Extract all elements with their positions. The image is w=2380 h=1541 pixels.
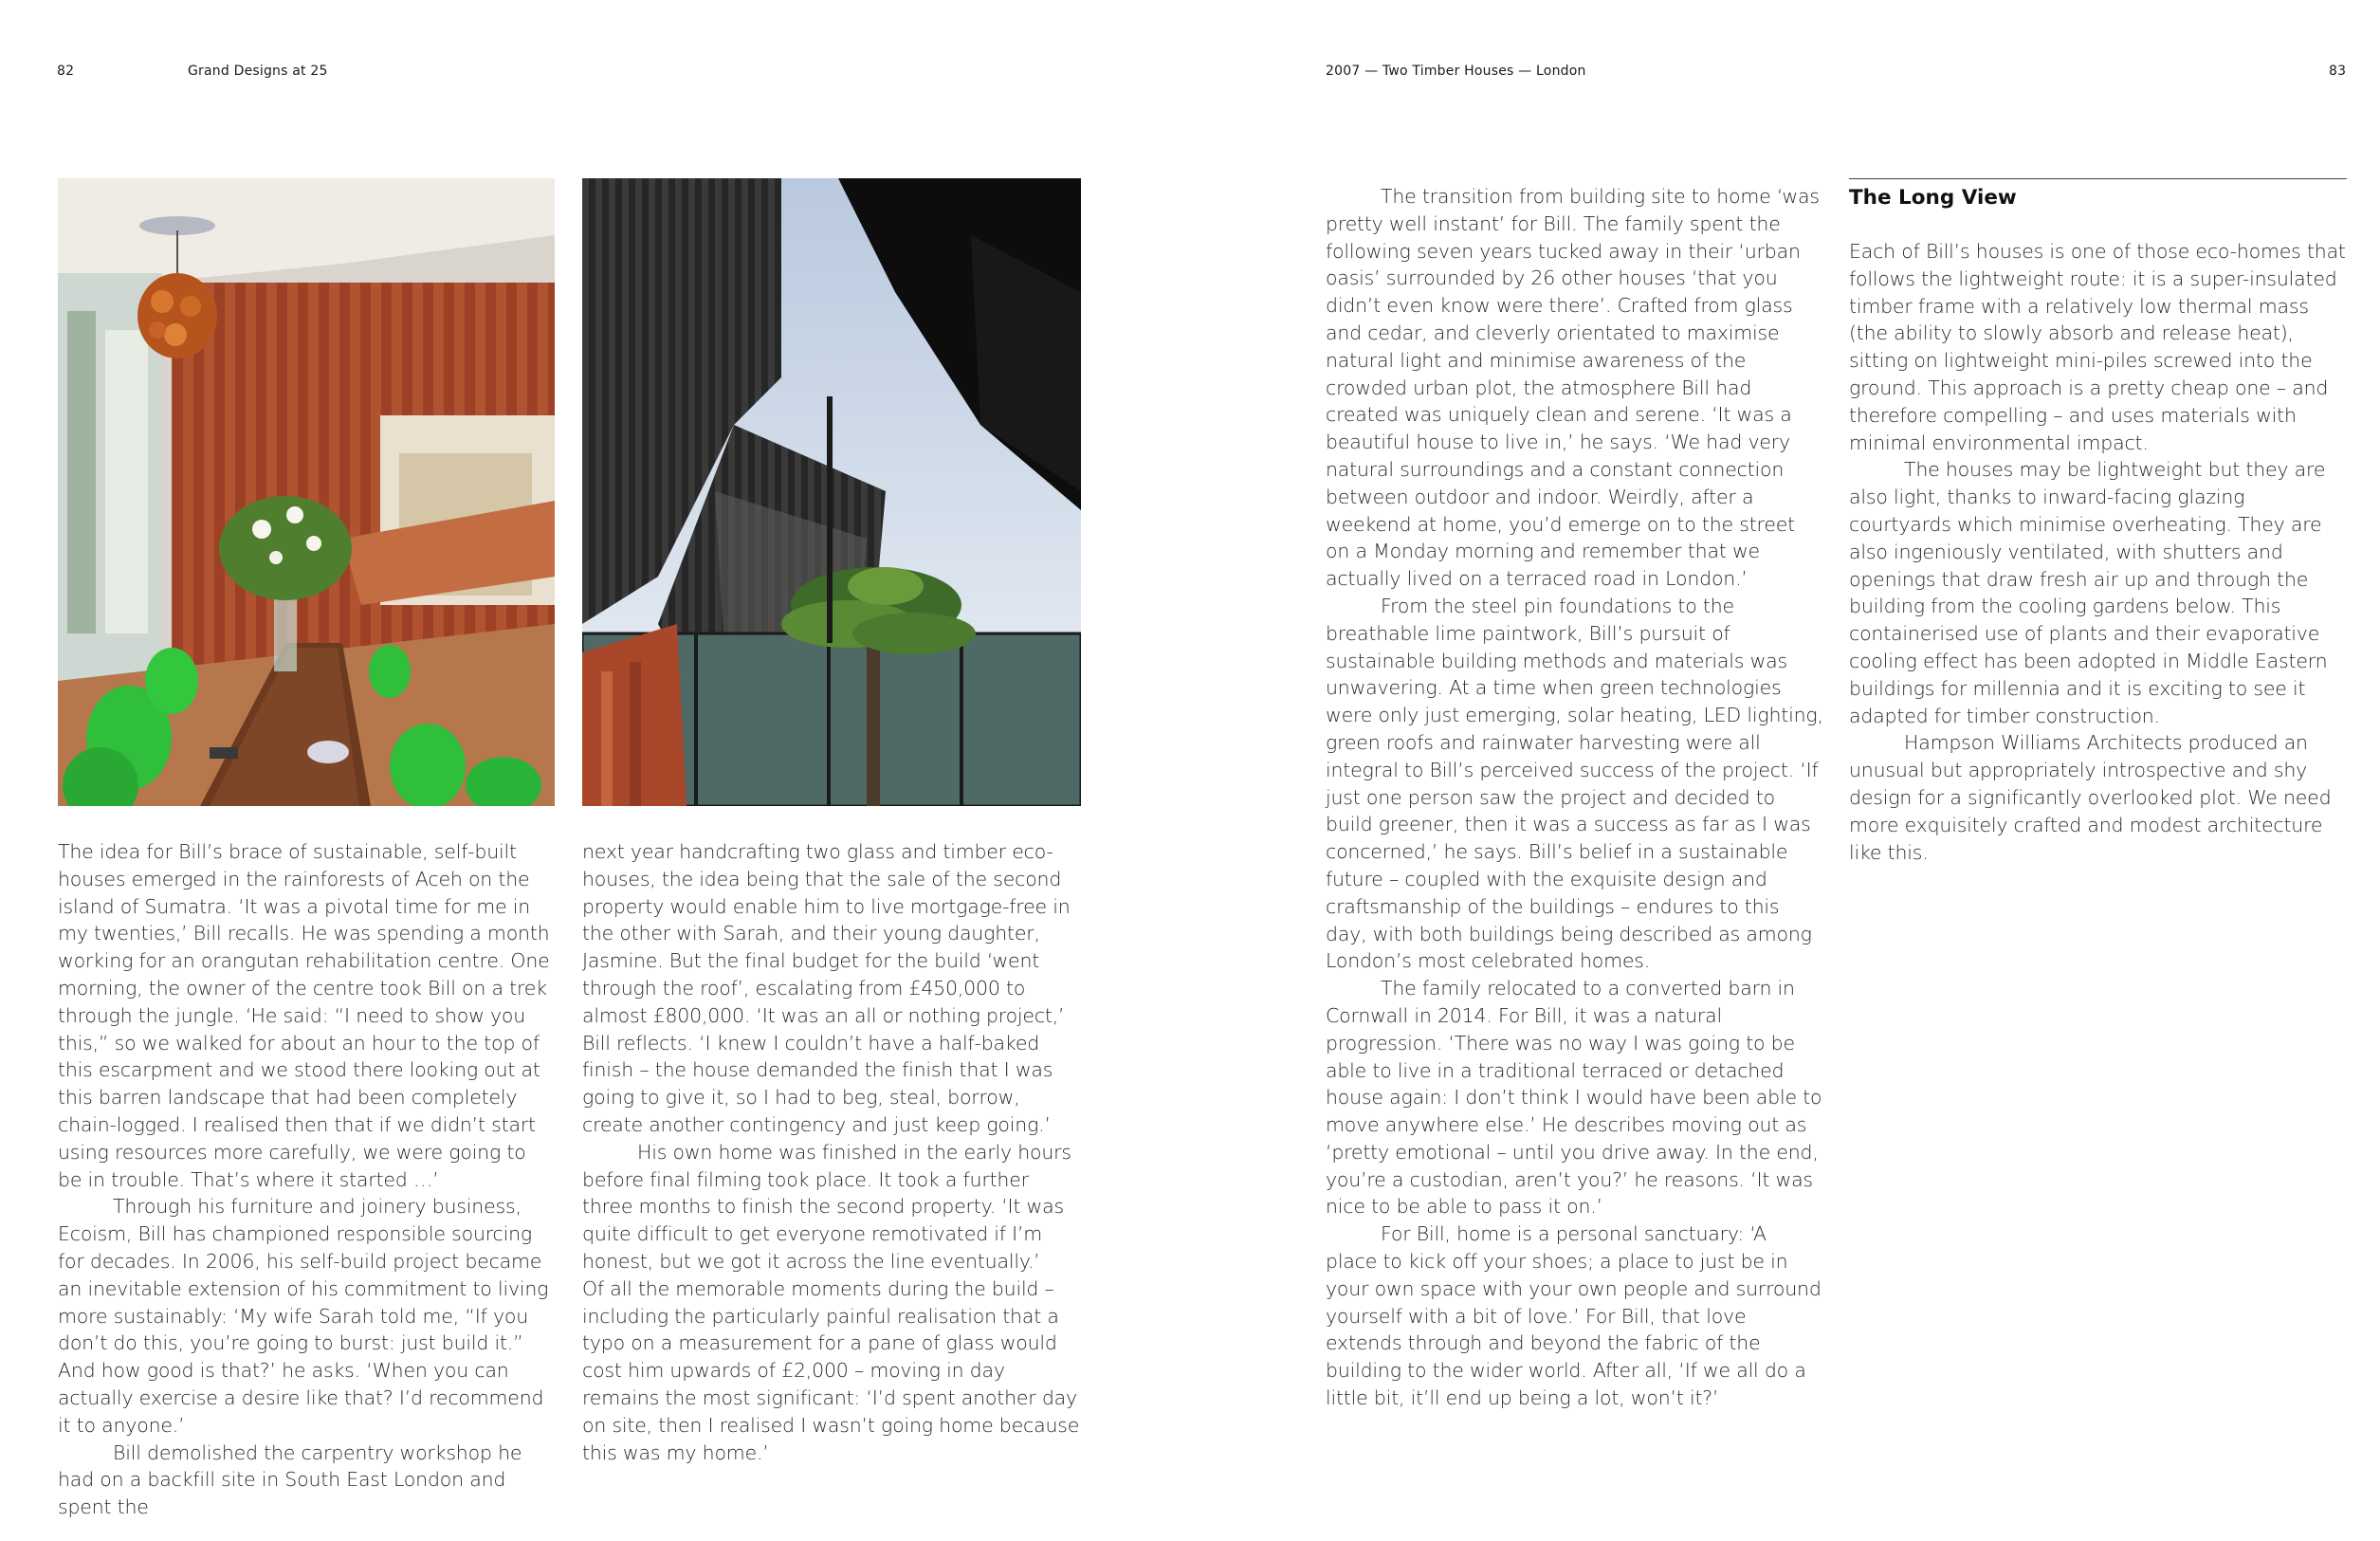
sidebar-title: The Long View: [1849, 186, 2017, 210]
left-page-number: 82: [57, 64, 75, 79]
col1-paragraph-3: Bill demolished the carpentry workshop he had on a backfill site in South East London and spent the: [58, 1440, 522, 1519]
sidebar-body: [1849, 238, 2347, 866]
col3-paragraph-3: The family relocated to a converted barn in Cornwall in 2014. For Bill, it was a natural progression. ‘There was no way I was going to be able to live in a traditional terraced or detached house again: I don’t think I would have been able to move anywhere else.’ He describes moving out as ‘pretty emotional – until you drive away. In the end, you’re a custodian, aren’t you?’ he reasons. ‘It was nice to be able to pass it on.’: [1326, 977, 1822, 1219]
sidebar-paragraph-3: Hampson Williams Architects produced an unusual but appropriately introspective and shy design for a significantly overlooked plot. We need more exquisitely crafted and modest architecture like this.: [1849, 731, 2332, 864]
column-3: [1326, 183, 1823, 1412]
left-running-title: Grand Designs at 25: [188, 64, 328, 79]
right-running-title: 2007 — Two Timber Houses — London: [1326, 64, 1586, 79]
col3-paragraph-4: For Bill, home is a personal sanctuary: ‘A place to kick off your shoes; a place to just be in your own space with your own people and surround yourself with a bit of love.’ For Bill, that love extends through and beyond the fabric of the building to the wider world. After all, ‘If we all do a little bit, it’ll end up being a lot, won’t it?’: [1326, 1222, 1822, 1410]
col3-paragraph-2: From the steel pin foundations to the breathable lime paintwork, Bill’s pursuit of sustainable building methods and materials was unwavering. At a time when green technologies were only just emerging, solar heating, LED lighting, green roofs and rainwater harvesting were all integral to Bill’s perceived success of the project. ‘If just one person saw the project and decided to build greener, then it was a success as far as I was concerned,’ he says. Bill’s belief in a sustainable future – coupled with the exquisite design and craftsmanship of the buildings – endures to this day, with both buildings being described as among London’s most celebrated homes.: [1326, 594, 1823, 973]
right-page-number: 83: [2329, 64, 2347, 79]
col2-paragraph-3: Of all the memorable moments during the build – including the particularly painful realisation that a typo on a measurement for a pane of glass would cost him upwards of £2,000 – moving in day remains the most significant: ‘I’d spent another day on site, then I realised I wasn’t going home because this was my home.’: [582, 1276, 1080, 1464]
col2-paragraph-1: next year handcrafting two glass and timber eco-houses, the idea being that the sale of the second property would enable him to live mortgage-free in the other with Sarah, and their young daughter, Jasmine. But the final budget for the build ‘went through the roof’, escalating from £450,000 to almost £800,000. ‘It was an all or nothing project,’ Bill reflects. ‘I knew I couldn’t have a half-baked finish – the house demanded the finish that I was going to give it, so I had to beg, steal, borrow, create another contingency and just keep going.’: [582, 840, 1071, 1136]
sidebar-paragraph-1: Each of Bill’s houses is one of those eco-homes that follows the lightweight route: it is a super-insulated timber frame with a relatively low thermal mass (the ability to slowly absorb and release heat), sitting on lightweight mini-piles screwed into the ground. This approach is a pretty cheap one – and therefore compelling – and uses materials with minimal environmental impact.: [1849, 240, 2346, 454]
sidebar-paragraph-2: The houses may be lightweight but they are also light, thanks to inward-facing glazing courtyards which minimise overheating. They are also ingeniously ventilated, with shutters and openings that draw fresh air up and through the building from the cooling gardens below. This containerised use of plants and their evaporative cooling effect has been adopted in Middle Eastern buildings for millennia and it is exciting to see it adapted for timber construction.: [1849, 458, 2328, 727]
col1-paragraph-1: The idea for Bill’s brace of sustainable, self-built houses emerged in the rainforests of Aceh on the island of Sumatra. ‘It was a pivotal time for me in my twenties,’ Bill recalls. He was spending a month working for an orangutan rehabilitation centre. One morning, the owner of the centre took Bill on a trek through the jungle. ‘He said: “I need to show you this,” so we walked for about an hour to the top of this escarpment and we stood there looking out at this barren landscape that had been completely chain-logged. I realised then that if we didn’t start using resources more carefully, we were going to be in trouble. That’s where it started …’: [58, 840, 550, 1191]
column-2: [582, 838, 1080, 1466]
sidebar-rule: [1849, 178, 2347, 179]
col2-paragraph-2: His own home was finished in the early hours before final filming took place. It took a further three months to finish the second property. ‘It was quite difficult to get everyone remotivated if I’m honest, but we got it across the line eventually.’: [582, 1140, 1071, 1273]
interior-dining-photo: [58, 178, 555, 806]
col3-paragraph-1: The transition from building site to home ‘was pretty well instant’ for Bill. The family spent the following seven years tucked away in their ‘urban oasis’ surrounded by 26 other houses ‘that you didn’t even know were there’. Crafted from glass and cedar, and cleverly orientated to maximise natural light and minimise awareness of the crowded urban plot, the atmosphere Bill had created was uniquely clean and serene. ‘It was a beautiful house to live in,’ he says. ‘We had very natural surroundings and a constant connection between outdoor and indoor. Weirdly, after a weekend at home, you’d emerge on to the street on a Monday morning and remember that we actually lived on a terraced road in London.’: [1326, 185, 1820, 591]
col1-paragraph-2: Through his furniture and joinery business, Ecoism, Bill has championed responsible sourcing for decades. In 2006, his self-build project became an inevitable extension of his commitment to living more sustainably: ‘My wife Sarah told me, “If you don’t do this, you’re going to burst: just build it.” And how good is that?’ he asks. ‘When you can actually exercise a desire like that? I’d recommend it to anyone.’: [58, 1195, 549, 1437]
courtyard-upward-photo: [582, 178, 1081, 806]
column-1: [58, 838, 556, 1521]
